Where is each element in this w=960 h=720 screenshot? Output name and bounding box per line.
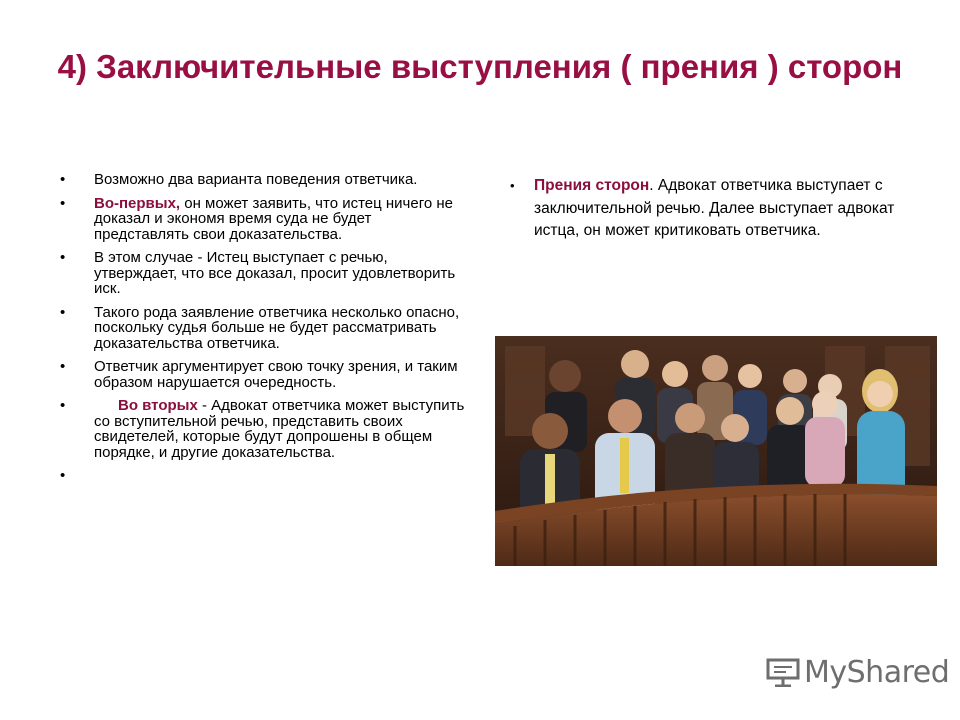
bullet-text: Ответчик аргументирует свою точку зрения, и таким образом нарушается очередность. (94, 358, 458, 391)
bullet-lead: Во-первых, (94, 194, 185, 212)
slide-title: 4) Заключительные выступления ( прения ) сторон (57, 48, 903, 85)
list-item (60, 359, 470, 390)
bullet-text: Возможно два варианта поведения ответчика. (94, 171, 418, 188)
logo-text: MyShared (804, 654, 950, 690)
right-bullet-list (510, 175, 930, 243)
bullet-lead: Прения сторон (534, 177, 650, 194)
left-bullet-list (60, 172, 470, 492)
bullet-text: . Адвокат ответчика выступает с заключительной речью. Далее выступает адвокат истца, он может критиковать ответчика. (534, 177, 895, 239)
bullet-text: В этом случае - Истец выступает с речью, утверждает, что все доказал, просит удовлетворить иск. (94, 249, 456, 297)
list-item (60, 305, 470, 352)
list-item (60, 196, 470, 243)
list-item (510, 175, 930, 243)
list-item (60, 468, 470, 484)
presentation-board-icon (766, 657, 800, 687)
myshared-logo (766, 654, 949, 690)
bullet-text: он может заявить, что истец ничего не доказал и экономя время суда не будет представлять свои доказательства. (94, 194, 453, 243)
list-item (60, 250, 470, 297)
jury-courtroom-photo (495, 336, 937, 566)
bullet-text: Такого рода заявление ответчика несколько опасно, поскольку судья больше не будет рассматривать доказательства ответчика. (94, 303, 460, 352)
list-item (60, 172, 470, 188)
bullet-lead: Во вторых (118, 397, 198, 414)
bullet-text: - Адвокат ответчика может выступить со вступительной речью, представить своих свидетелей, которые будут допрошены в общем порядке, и другие доказательства. (94, 397, 465, 461)
list-item (60, 398, 470, 460)
courtroom-illustration (495, 336, 937, 566)
